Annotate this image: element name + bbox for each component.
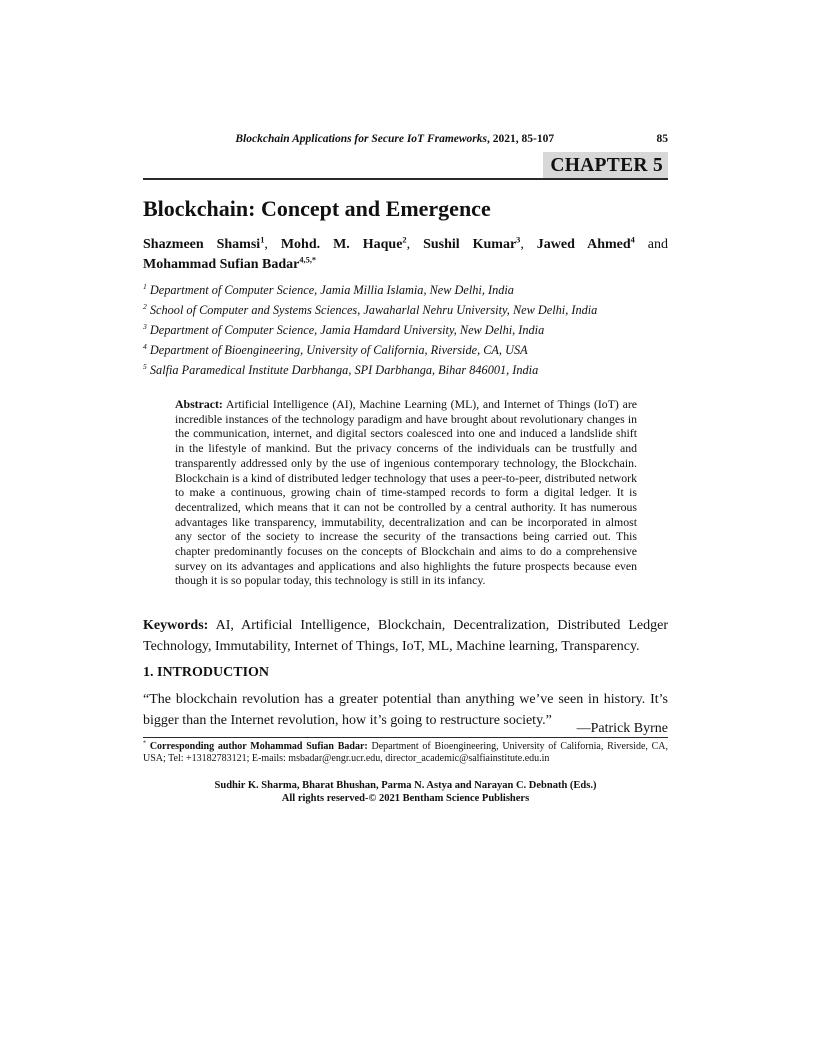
footnote-marker: * bbox=[143, 739, 147, 747]
affiliation-line bbox=[143, 320, 668, 340]
author-superscript: 4 bbox=[630, 235, 635, 245]
author-superscript: 1 bbox=[260, 235, 265, 245]
author-separator: , bbox=[264, 237, 281, 252]
editors-line: Sudhir K. Sharma, Bharat Bhushan, Parma N. Astya and Narayan C. Debnath (Eds.) bbox=[214, 780, 597, 792]
authors-line bbox=[143, 235, 668, 275]
corresponding-author-footnote bbox=[143, 737, 668, 766]
chapter-banner bbox=[143, 152, 668, 180]
affiliation-superscript: 5 bbox=[143, 361, 147, 371]
running-head-citation bbox=[143, 132, 647, 146]
publisher-footer bbox=[143, 779, 668, 805]
affiliation-line bbox=[143, 340, 668, 360]
keywords-text: AI, Artificial Intelligence, Blockchain, Decentralization, Distributed Ledger Technology, Immutability, Internet of Things, IoT, ML, Machine learning, Transparency. bbox=[143, 618, 668, 655]
footnote-text: Department of Bioengineering, University of California, Riverside, CA, USA; Tel: +13182783121; E-mails: msbadar@engr.ucr.edu, director_academic@salfiainstitute.edu.in bbox=[143, 740, 669, 765]
author-name: Mohammad Sufian Badar bbox=[143, 257, 300, 272]
author-name: Mohd. M. Haque bbox=[280, 237, 403, 252]
affiliation-superscript: 4 bbox=[143, 341, 147, 351]
author-name: Sushil Kumar bbox=[423, 237, 517, 252]
book-title: Blockchain Applications for Secure IoT Frameworks bbox=[235, 133, 488, 145]
author-name: Jawed Ahmed bbox=[536, 237, 631, 252]
author-separator: , bbox=[406, 237, 424, 252]
page-number: 85 bbox=[656, 133, 668, 145]
affiliation-line bbox=[143, 280, 668, 300]
corresponding-author bbox=[143, 257, 316, 272]
affiliation-superscript: 2 bbox=[143, 301, 147, 311]
affiliation-superscript: 3 bbox=[143, 321, 147, 331]
affiliation-text: School of Computer and Systems Sciences, Jawaharlal Nehru University, New Delhi, India bbox=[149, 303, 598, 317]
author-name: Shazmeen Shamsi bbox=[143, 237, 261, 252]
chapter-title: Blockchain: Concept and Emergence bbox=[143, 196, 491, 221]
abstract-text: Artificial Intelligence (AI), Machine Learning (ML), and Internet of Things (IoT) are incredible instances of the technology paradigm and have brought about revolutionary changes in the communication, internet, and digital sectors coalesced into one and induced a landslide shift in the lifestyle of mankind. But the privacy concerns of the individuals can be trustfully and transparently addressed only by the use of ingenious contemporary technology, the Blockchain. Blockchain is a kind of distributed ledger technology that uses a peer-to-peer, distributed network to make a continuous, growing chain of time-stamped records to form a digital ledger. It is decentralized, which means that it can not be controlled by a central authority. It has numerous advantages like transparency, immutability, decentralization and can be incorporated in almost any sector of the society to increase the security of the transactions being carried out. This chapter predominantly focuses on the concepts of Blockchain and aims to do a comprehensive survey on its advantages and applications and also highlights the future prospects because even though it is so popular today, this technology is still in its infancy. bbox=[175, 397, 637, 588]
abstract-label: Abstract: bbox=[175, 397, 223, 411]
affiliation-text: Salfia Paramedical Institute Darbhanga, SPI Darbhanga, Bihar 846001, India bbox=[149, 363, 539, 377]
affiliation-text: Department of Computer Science, Jamia Millia Islamia, New Delhi, India bbox=[149, 283, 514, 297]
running-head bbox=[143, 132, 668, 146]
affiliations-block bbox=[143, 280, 668, 380]
affiliation-text: Department of Bioengineering, University of California, Riverside, CA, USA bbox=[149, 343, 528, 357]
quote-paragraph: “The blockchain revolution has a greater potential than anything we’ve seen in history. It’s bigger than the Internet revolution, how it’s going to restructure society.” bbox=[143, 692, 668, 729]
affiliation-text: Department of Computer Science, Jamia Hamdard University, New Delhi, India bbox=[149, 323, 545, 337]
abstract-paragraph bbox=[175, 397, 637, 588]
author-superscript: 3 bbox=[516, 235, 521, 245]
section-heading-introduction: 1. INTRODUCTION bbox=[143, 665, 270, 681]
author-separator: , bbox=[520, 237, 537, 252]
citation-year-pages: , 2021, 85-107 bbox=[487, 133, 555, 145]
rights-line: All rights reserved-© 2021 Bentham Science Publishers bbox=[281, 793, 530, 805]
author-separator: and bbox=[634, 237, 669, 252]
author-superscript: 4,5,* bbox=[299, 255, 317, 265]
quote-attribution: —Patrick Byrne bbox=[576, 720, 668, 736]
affiliation-line bbox=[143, 360, 668, 380]
author-superscript: 2 bbox=[402, 235, 407, 245]
keywords-paragraph bbox=[143, 615, 668, 657]
affiliation-line bbox=[143, 300, 668, 320]
chapter-label: CHAPTER 5 bbox=[543, 152, 668, 178]
affiliation-superscript: 1 bbox=[143, 281, 147, 291]
footnote-label: Corresponding author Mohammad Sufian Badar: bbox=[149, 740, 368, 752]
keywords-label: Keywords: bbox=[143, 618, 209, 634]
